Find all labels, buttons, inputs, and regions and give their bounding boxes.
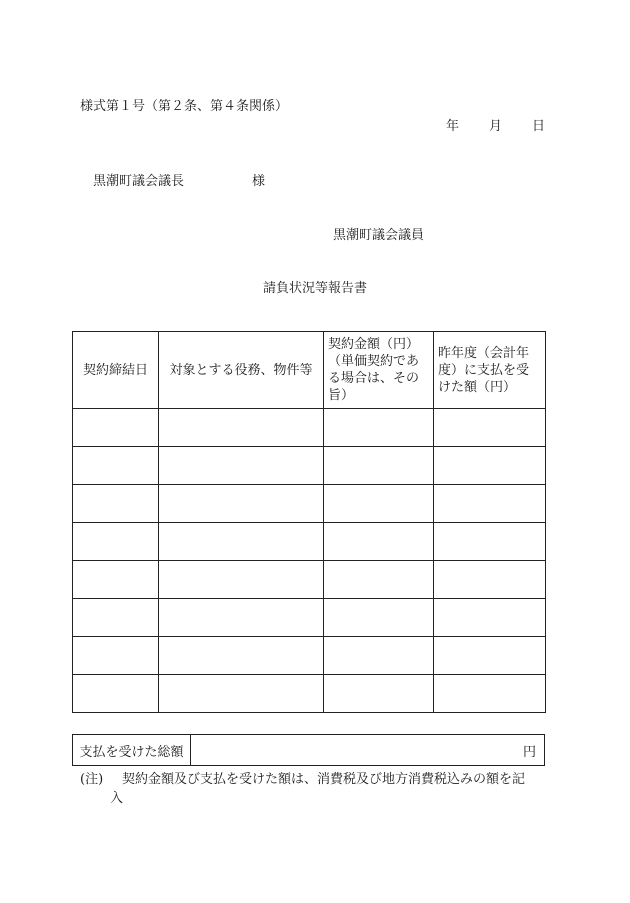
- total-row: [73, 735, 545, 766]
- total-label: 支払を受けた総額: [73, 735, 191, 766]
- table-row: [73, 675, 546, 713]
- cell-subject[interactable]: [159, 523, 324, 561]
- cell-contract-date[interactable]: [73, 561, 159, 599]
- cell-paid-amount[interactable]: [434, 561, 546, 599]
- table-row: [73, 447, 546, 485]
- document-title: 請負状況等報告書: [262, 281, 367, 296]
- cell-contract-date[interactable]: [73, 409, 159, 447]
- cell-contract-amount[interactable]: [324, 523, 434, 561]
- cell-subject[interactable]: [159, 599, 324, 637]
- cell-paid-amount[interactable]: [434, 485, 546, 523]
- cell-paid-amount[interactable]: [434, 447, 546, 485]
- footnote: [80, 770, 550, 808]
- table-row: [73, 523, 546, 561]
- cell-contract-amount[interactable]: [324, 675, 434, 713]
- cell-subject[interactable]: [159, 561, 324, 599]
- cell-contract-date[interactable]: [73, 675, 159, 713]
- addressee-honorific: 様: [252, 174, 266, 189]
- header-contract-amount: 契約金額（円）（単価契約である場合は、その旨）: [324, 332, 434, 409]
- footnote-mark: (注): [80, 772, 104, 787]
- cell-paid-amount[interactable]: [434, 637, 546, 675]
- contract-table: [72, 331, 546, 713]
- cell-contract-date[interactable]: [73, 599, 159, 637]
- cell-contract-amount[interactable]: [324, 447, 434, 485]
- cell-contract-date[interactable]: [73, 485, 159, 523]
- total-unit: 円: [522, 744, 536, 760]
- date-day-label: 日: [532, 119, 546, 134]
- cell-paid-amount[interactable]: [434, 599, 546, 637]
- cell-paid-amount[interactable]: [434, 523, 546, 561]
- date-year-label: 年: [446, 119, 460, 134]
- cell-subject[interactable]: [159, 485, 324, 523]
- cell-contract-date[interactable]: [73, 637, 159, 675]
- header-subject: 対象とする役務、物件等: [159, 332, 324, 409]
- cell-paid-amount[interactable]: [434, 409, 546, 447]
- cell-contract-amount[interactable]: [324, 599, 434, 637]
- date-month-label: 月: [489, 119, 503, 134]
- form-number: 様式第１号（第２条、第４条関係）: [80, 99, 289, 114]
- footnote-text-line2: 入: [110, 791, 124, 806]
- cell-contract-amount[interactable]: [324, 561, 434, 599]
- cell-contract-date[interactable]: [73, 523, 159, 561]
- cell-contract-amount[interactable]: [324, 409, 434, 447]
- header-contract-date: 契約締結日: [73, 332, 159, 409]
- table-row: [73, 409, 546, 447]
- total-table: [72, 734, 545, 766]
- table-row: [73, 599, 546, 637]
- table-row: [73, 485, 546, 523]
- cell-contract-date[interactable]: [73, 447, 159, 485]
- addressee: [93, 170, 265, 189]
- total-amount-field[interactable]: [191, 735, 545, 766]
- sender-name: 黒潮町議会議員: [333, 228, 425, 243]
- cell-subject[interactable]: [159, 409, 324, 447]
- footnote-text-line1: 契約金額及び支払を受けた額は、消費税及び地方消費税込みの額を記: [122, 772, 526, 787]
- cell-subject[interactable]: [159, 675, 324, 713]
- header-paid-amount: 昨年度（会計年度）に支払を受けた額（円）: [434, 332, 546, 409]
- table-row: [73, 637, 546, 675]
- table-row: [73, 561, 546, 599]
- cell-subject[interactable]: [159, 637, 324, 675]
- cell-contract-amount[interactable]: [324, 485, 434, 523]
- cell-paid-amount[interactable]: [434, 675, 546, 713]
- cell-contract-amount[interactable]: [324, 637, 434, 675]
- date-line: [446, 115, 545, 134]
- cell-subject[interactable]: [159, 447, 324, 485]
- table-header-row: [73, 332, 546, 409]
- addressee-name: 黒潮町議会議長: [93, 174, 185, 189]
